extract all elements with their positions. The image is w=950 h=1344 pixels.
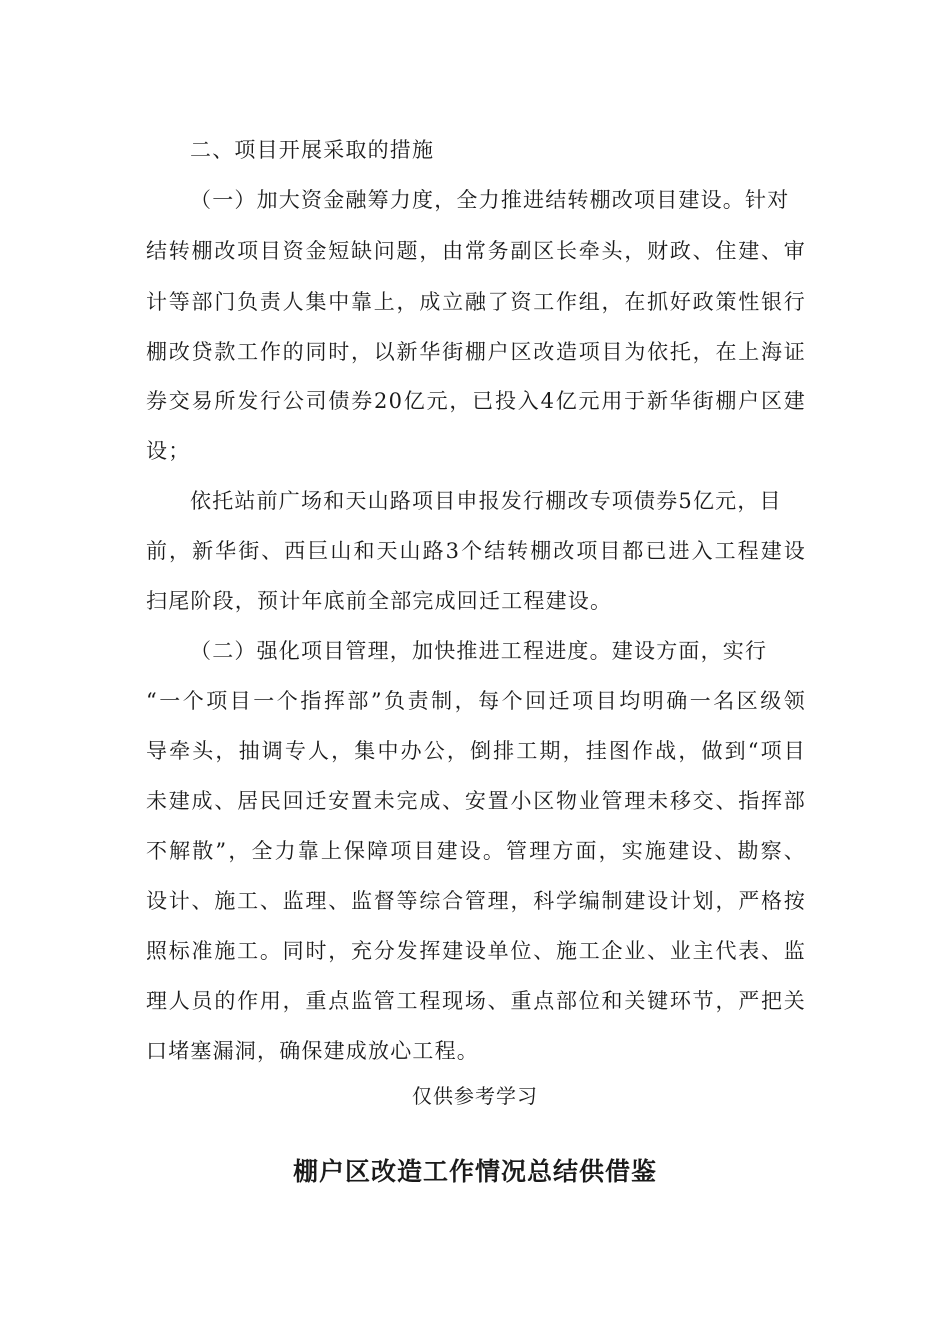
paragraph-3-line-9: 口堵塞漏洞，确保建成放心工程。 — [146, 1039, 479, 1063]
paragraph-3-line-7: 照标准施工。同时，充分发挥建设单位、施工企业、业主代表、监 — [146, 939, 806, 963]
paragraph-3-line-4: 未建成、居民回迁安置未完成、安置小区物业管理未移交、指挥部 — [146, 789, 806, 813]
paragraph-1-line-1: （一）加大资金融筹力度，全力推进结转棚改项目建设。针对 — [190, 188, 790, 212]
paragraph-1-line-3: 计等部门负责人集中靠上，成立融了资工作组，在抓好政策性银行 — [146, 290, 806, 314]
paragraph-2-line-1: 依托站前广场和天山路项目申报发行棚改专项债券5亿元，目 — [190, 489, 782, 513]
paragraph-1-line-2: 结转棚改项目资金短缺问题，由常务副区长牵头，财政、住建、审 — [146, 239, 806, 263]
paragraph-2-line-2: 前，新华街、西巨山和天山路3个结转棚改项目都已进入工程建设 — [146, 539, 806, 563]
footer-note: 仅供参考学习 — [412, 1084, 538, 1108]
paragraph-1-line-5: 券交易所发行公司债券20亿元，已投入4亿元用于新华街棚户区建 — [146, 389, 806, 413]
paragraph-1-line-4: 棚改贷款工作的同时，以新华街棚户区改造项目为依托，在上海证 — [146, 340, 806, 364]
paragraph-3-line-1: （二）强化项目管理，加快推进工程进度。建设方面，实行 — [190, 639, 768, 663]
section-heading: 二、项目开展采取的措施 — [190, 138, 435, 162]
paragraph-3-line-2: “一个项目一个指挥部”负责制，每个回迁项目均明确一名区级领 — [146, 689, 806, 713]
paragraph-1-line-6: 设； — [146, 439, 191, 463]
paragraph-3-line-8: 理人员的作用，重点监管工程现场、重点部位和关键环节，严把关 — [146, 989, 806, 1013]
paragraph-2-line-3: 扫尾阶段，预计年底前全部完成回迁工程建设。 — [146, 589, 613, 613]
document-title: 棚户区改造工作情况总结供借鉴 — [292, 1157, 657, 1186]
paragraph-3-line-5: 不解散”，全力靠上保障项目建设。管理方面，实施建设、勘察、 — [146, 839, 806, 863]
paragraph-3-line-3: 导牵头，抽调专人，集中办公，倒排工期，挂图作战，做到“项目 — [146, 739, 806, 763]
paragraph-3-line-6: 设计、施工、监理、监督等综合管理，科学编制建设计划，严格按 — [146, 889, 806, 913]
